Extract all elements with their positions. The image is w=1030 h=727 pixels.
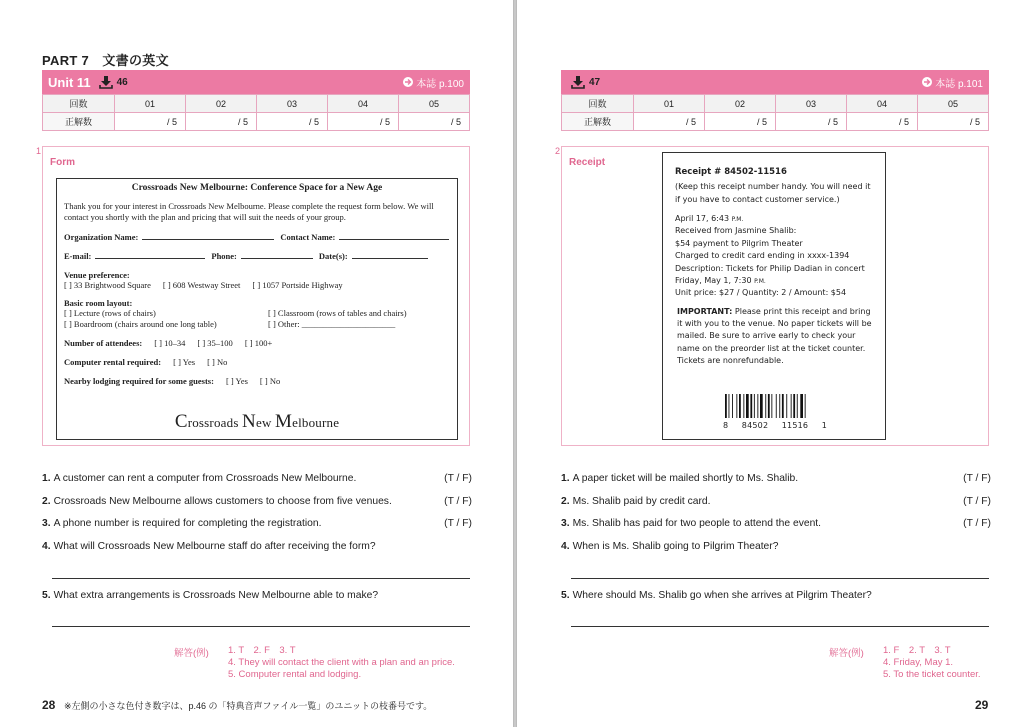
rental-group [64, 357, 450, 367]
attempt-label: 回数 [562, 95, 634, 113]
question-text: A phone number is required for completing the registration. [53, 518, 322, 529]
true-false-choice[interactable]: (T / F) [963, 518, 991, 529]
receipt-date-pm: P.M. [731, 215, 744, 223]
barcode-digit: 11516 [781, 421, 809, 430]
question-text: A paper ticket will be mailed shortly to Ms. Shalib. [572, 473, 799, 484]
question-item [42, 473, 472, 484]
receipt-unit-price: Unit price: $27 / Quantity: 2 / Amount: $54 [675, 288, 847, 298]
barcode-bar [776, 394, 777, 418]
score-table [42, 94, 470, 131]
receipt-date-text: April 17, 6:43 [675, 213, 730, 223]
dates-label: Date(s): [318, 251, 348, 262]
barcode-bar [743, 394, 744, 418]
part-title: PART 7 文書の英文 [42, 53, 169, 68]
barcode-bar [797, 394, 798, 418]
contact-field[interactable] [339, 232, 449, 240]
answer-key-label: 解答(例) [174, 648, 209, 659]
question-item [561, 541, 991, 552]
answer-key-line: 4. They will contact the client with a plan and an price. [228, 656, 455, 668]
attempt-col: 04 [328, 95, 399, 113]
barcode-bar [750, 394, 752, 418]
receipt-charged: Charged to credit card ending in xxxx-1394 [675, 251, 850, 261]
barcode-bar [771, 394, 772, 418]
section-label: Form [50, 157, 75, 168]
receipt-important [675, 306, 873, 368]
true-false-choice[interactable]: (T / F) [963, 496, 991, 507]
rental-label: Computer rental required: [64, 356, 162, 367]
question-number: 4. [561, 541, 570, 552]
audio-track-number: 46 [116, 76, 128, 88]
barcode-bar [729, 394, 730, 418]
question-text: When is Ms. Shalib going to Pilgrim Theater? [572, 541, 779, 552]
question-item [561, 496, 991, 507]
answer-line[interactable] [571, 626, 989, 627]
question-text: A customer can rent a computer from Crossroads New Melbourne. [53, 473, 357, 484]
question-number: 1. [42, 473, 51, 484]
attendees-label: Number of attendees: [64, 337, 143, 348]
attendees-option[interactable]: [ ] 35–100 [197, 337, 233, 348]
attendees-option[interactable]: [ ] 100+ [244, 337, 273, 348]
barcode-bar [786, 394, 787, 418]
attempt-col: 02 [186, 95, 257, 113]
receipt-description: Description: Tickets for Philip Dadian in concert [675, 263, 865, 273]
layout-label: Basic room layout: [64, 297, 133, 308]
question-number: 3. [561, 518, 570, 529]
form-section [42, 146, 470, 446]
download-icon[interactable] [99, 75, 113, 89]
layout-option[interactable]: [ ] Boardroom (chairs around one long table) [64, 318, 217, 329]
receipt-date [675, 213, 873, 225]
answer-line[interactable] [52, 578, 470, 579]
lodging-label: Nearby lodging required for some guests: [64, 375, 214, 386]
page-number: 29 [975, 698, 989, 712]
score-cell[interactable]: / 5 [186, 113, 257, 131]
barcode-bar [760, 394, 763, 418]
barcode-bar [768, 394, 770, 418]
org-label: Organization Name: [64, 232, 139, 243]
score-cell[interactable]: / 5 [399, 113, 470, 131]
barcode-bar [736, 394, 737, 418]
email-field[interactable] [95, 251, 205, 259]
barcode-digit: 8 [723, 421, 729, 430]
venue-option[interactable]: [ ] 608 Westway Street [162, 279, 241, 290]
answer-key-label: 解答(例) [829, 648, 864, 659]
form-row-org [64, 232, 450, 242]
question-text: Where should Ms. Shalib go when she arrives at Pilgrim Theater? [572, 590, 872, 601]
unit-name: Unit 11 [48, 74, 91, 90]
logo-part: elbourne [292, 415, 340, 430]
email-label: E-mail: [64, 251, 92, 262]
question-number: 2. [561, 496, 570, 507]
score-cell[interactable]: / 5 [328, 113, 399, 131]
question-number: 4. [42, 541, 51, 552]
receipt-title: Receipt # 84502-11516 [675, 167, 787, 177]
right-page [516, 0, 1030, 727]
receipt-section [561, 146, 989, 446]
logo-part: ew [255, 415, 275, 430]
page-reference [922, 75, 983, 90]
rental-yes[interactable]: [ ] Yes [173, 356, 196, 367]
question-item [42, 496, 472, 507]
answer-key-line: 1. F 2. T 3. T [883, 645, 951, 656]
answer-line[interactable] [571, 578, 989, 579]
score-cell[interactable]: / 5 [115, 113, 186, 131]
true-false-choice[interactable]: (T / F) [444, 496, 472, 507]
question-number: 5. [561, 590, 570, 601]
score-cell[interactable]: / 5 [847, 113, 918, 131]
lodging-group [64, 376, 450, 386]
section-label: Receipt [569, 157, 606, 168]
lodging-no[interactable]: [ ] No [259, 375, 281, 386]
correct-label: 正解数 [562, 113, 634, 131]
question-text: What will Crossroads New Melbourne staff do after receiving the form? [53, 541, 376, 552]
attempt-col: 02 [705, 95, 776, 113]
venue-option[interactable]: [ ] 33 Brightwood Square [64, 279, 151, 290]
attempt-col: 04 [847, 95, 918, 113]
barcode-bar [800, 394, 803, 418]
barcode-bar [746, 394, 749, 418]
footnote: ※左側の小さな色付き数字は、p.46 の「特典音声ファイル一覧」のユニットの枝番号です。 [64, 701, 433, 711]
lodging-yes[interactable]: [ ] Yes [225, 375, 248, 386]
attempt-col: 03 [776, 95, 847, 113]
score-cell[interactable]: / 5 [776, 113, 847, 131]
answer-line[interactable] [52, 626, 470, 627]
layout-option[interactable]: [ ] Classroom (rows of tables and chairs) [268, 307, 407, 318]
phone-label: Phone: [211, 251, 237, 262]
receipt-when [675, 275, 873, 287]
attendees-group [64, 338, 450, 348]
org-field[interactable] [142, 232, 274, 240]
true-false-choice[interactable]: (T / F) [963, 473, 991, 484]
arrow-right-icon [403, 77, 413, 87]
section-number: 2 [555, 146, 561, 156]
logo-letter: C [174, 411, 188, 432]
page-number: 28 [42, 698, 56, 712]
question-number: 2. [42, 496, 51, 507]
question-text: What extra arrangements is Crossroads New Melbourne able to make? [53, 590, 379, 601]
question-text: Ms. Shalib has paid for two people to attend the event. [572, 518, 822, 529]
page-reference-text: 本誌 p.101 [935, 78, 983, 90]
barcode-bar [725, 394, 727, 418]
score-cell[interactable]: / 5 [634, 113, 705, 131]
barcode-bar [757, 394, 758, 418]
true-false-choice[interactable]: (T / F) [444, 518, 472, 529]
page-reference [403, 75, 464, 90]
question-item [561, 590, 991, 601]
score-cell[interactable]: / 5 [918, 113, 989, 131]
barcode-bar [732, 394, 733, 418]
score-cell[interactable]: / 5 [257, 113, 328, 131]
correct-label: 正解数 [43, 113, 115, 131]
answer-key-line: 5. To the ticket counter. [883, 668, 981, 680]
answer-key-line: 1. T 2. F 3. T [228, 645, 296, 656]
question-number: 5. [42, 590, 51, 601]
important-label: IMPORTANT: [677, 306, 733, 316]
crossroads-logo [57, 411, 457, 433]
audio-track-number: 47 [589, 76, 601, 88]
receipt-document [662, 152, 886, 440]
question-text: Ms. Shalib paid by credit card. [572, 496, 711, 507]
unit-header-bar [561, 70, 989, 94]
score-table [561, 94, 989, 131]
important-text: Please print this receipt and bring it with you to the venue. No paper tickets will be mailed. Be sure to arrive early to check your name on the preorder list at the ticket counter. Tickets are nonrefundable. [677, 306, 872, 366]
attempt-col: 01 [634, 95, 705, 113]
question-number: 3. [42, 518, 51, 529]
answer-key [228, 645, 455, 681]
logo-letter: N [242, 411, 256, 432]
left-page [0, 0, 514, 727]
barcode-bar [739, 394, 741, 418]
attempt-col: 03 [257, 95, 328, 113]
form-title: Crossroads New Melbourne: Conference Space for a New Age [131, 183, 383, 193]
barcode-bar [805, 394, 806, 418]
receipt-when-pm: P.M. [754, 277, 766, 285]
phone-field[interactable] [241, 251, 313, 259]
section-number: 1 [36, 146, 42, 156]
receipt-received: Received from Jasmine Shalib: [675, 226, 797, 236]
layout-option[interactable]: [ ] Other: ______________________ [268, 318, 396, 329]
true-false-choice[interactable]: (T / F) [444, 473, 472, 484]
question-item [42, 590, 472, 601]
answer-key [883, 645, 981, 681]
barcode-bar [754, 394, 755, 418]
venue-group [64, 270, 450, 290]
receipt-keep-note: (Keep this receipt number handy. You will need it if you have to contact customer service.) [675, 182, 871, 204]
barcode-bar [779, 394, 780, 418]
download-icon[interactable] [571, 75, 585, 89]
arrow-right-icon [922, 77, 932, 87]
receipt-when-text: Friday, May 1, 7:30 [675, 275, 752, 285]
dates-field[interactable] [352, 251, 428, 259]
contact-label: Contact Name: [280, 232, 336, 243]
venue-label: Venue preference: [64, 269, 130, 280]
barcode-bar [793, 394, 795, 418]
attendees-option[interactable]: [ ] 10–34 [154, 337, 186, 348]
request-form [56, 178, 458, 440]
question-item [42, 518, 472, 529]
answer-key-line: 4. Friday, May 1. [883, 656, 954, 668]
score-cell[interactable]: / 5 [705, 113, 776, 131]
barcode-digit: 1 [821, 421, 827, 430]
receipt-payment: $54 payment to Pilgrim Theater [675, 238, 803, 248]
question-number: 1. [561, 473, 570, 484]
barcode-bar [765, 394, 766, 418]
page-reference-text: 本誌 p.100 [416, 78, 464, 90]
logo-letter: M [274, 411, 293, 432]
question-text: Crossroads New Melbourne allows customers to choose from five venues. [53, 496, 392, 507]
attempt-col: 05 [918, 95, 989, 113]
question-item [561, 518, 991, 529]
venue-option[interactable]: [ ] 1057 Portside Highway [252, 279, 343, 290]
barcode-bar [791, 394, 792, 418]
answer-key-line: 5. Computer rental and lodging. [228, 668, 362, 680]
rental-no[interactable]: [ ] No [207, 356, 228, 367]
question-item [42, 541, 472, 552]
attempt-label: 回数 [43, 95, 115, 113]
layout-group [64, 298, 450, 329]
barcode-digit: 84502 [741, 421, 769, 430]
unit-header-bar [42, 70, 470, 94]
logo-part: rossroads [187, 415, 243, 430]
barcode-bar [782, 394, 784, 418]
attempt-col: 05 [399, 95, 470, 113]
form-row-email [64, 251, 450, 261]
attempt-col: 01 [115, 95, 186, 113]
layout-option[interactable]: [ ] Lecture (rows of chairs) [64, 307, 156, 318]
barcode-digits [723, 420, 827, 432]
form-intro: Thank you for your interest in Crossroads New Melbourne. Please complete the request form below. We will contact you shortly with the plan and pricing that will suit the needs of your group. [64, 201, 434, 222]
question-item [561, 473, 991, 484]
